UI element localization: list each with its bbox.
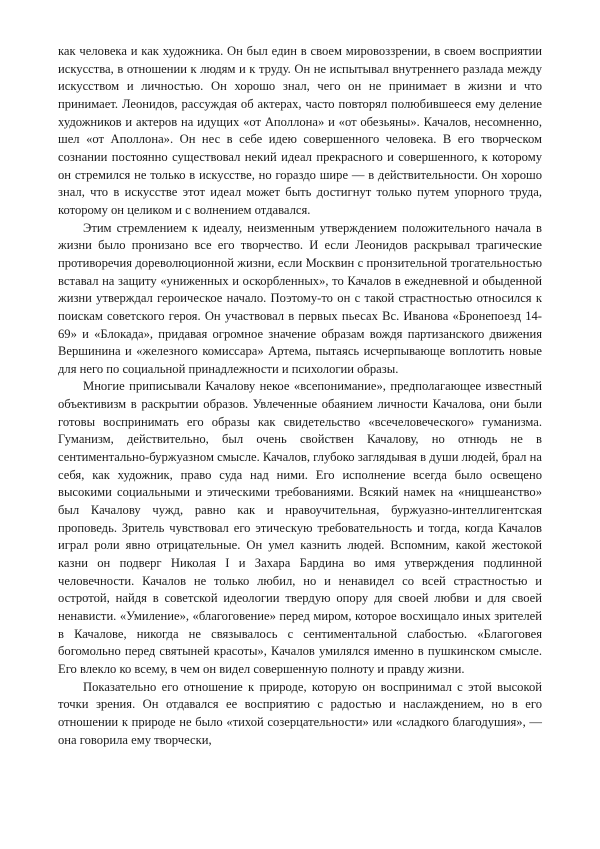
document-page [58,43,542,749]
paragraph-4: Показательно его отношение к природе, которую он воспринимал с этой высокой точки зрения. Он отдавался ее восприятию с радостью и наслаждением, но в его отношении к природе не было «тихой созерцательности» или «сладкого благодушия», — она говорила ему творчески, [58,679,542,747]
paragraph-1: как человека и как художника. Он был един в своем мировоззрении, в своем восприятии искусства, в отношении к людям и к труду. Он не испытывал внутреннего разлада между искусством и личностью. Он хорошо знал, чего он не принимает в жизни и что принимает. Леонидов, рассуждая об актерах, часто повторял полюбившееся ему деление художников и актеров на идущих «от Аполлона» и «от обезьяны». Качалов, несомненно, шел «от Аполлона». Он нес в себе идею совершенного человека. В его творческом сознании постоянно существовал некий идеал прекрасного и совершенного, к которому он стремился не только в искусстве, но гораздо шире — в действительности. Он хорошо знал, что в искусстве этот идеал может быть достигнут только путем упорного труда, которому он целиком и с волнением отдавался. [58,44,542,217]
paragraph-3: Многие приписывали Качалову некое «всепонимание», предполагающее известный объективизм в раскрытии образов. Увлеченные обаянием личности Качалова, они были готовы воспринимать его образы как свидетельство «всечеловеческого» гуманизма. Гуманизм, действительно, был очень свойствен Качалову, но отнюдь не в сентиментально-буржуазном смысле. Качалов, глубоко заглядывая в души людей, брал на себя, как художник, право суда над ними. Его исполнение всегда было освещено высокими социальными и этическими требованиями. Всякий намек на «ницшеанство» был Качалову чужд, равно как и нравоучительная, буржуазно-интеллигентская проповедь. Зритель чувствовал его этическую требовательность и тогда, когда Качалов играл роли явно отрицательные. Он умел казнить людей. Вспомним, какой жестокой казни он подверг Николая I и Захара Бардина во имя утверждения подлинной человечности. Качалов не только любил, но и ненавидел со всей страстностью и остротой, найдя в советской идеологии твердую опору для своей любви и для своей ненависти. «Умиление», «благоговение» перед миром, которое восхищало иных зрителей в Качалове, никогда не связывалось с сентиментальной слабостью. «Благоговея богомольно перед святыней красоты», Качалов умилялся именно в пушкинском смысле. Его влекло ко всему, в чем он видел совершенную полноту и правду жизни. [58,379,542,676]
paragraph-2: Этим стремлением к идеалу, неизменным утверждением положительного начала в жизни было пронизано все его творчество. И если Леонидов раскрывал трагические противоречия дореволюционной жизни, если Москвин с пронзительной трогательностью вставал на защиту «униженных и оскорбленных», то Качалов в ежедневной и обыденной жизни утверждал героическое начало. Поэтому-то он с такой страстностью относился к поискам советского героя. Он участвовал в первых пьесах Вс. Иванова «Бронепоезд 14-69» и «Блокада», придавая огромное значение образам вождя партизанского движения Вершинина и «железного комиссара» Артема, пытаясь исчерпывающе воплотить новые для него по социальной принадлежности и психологии образы. [58,220,542,376]
